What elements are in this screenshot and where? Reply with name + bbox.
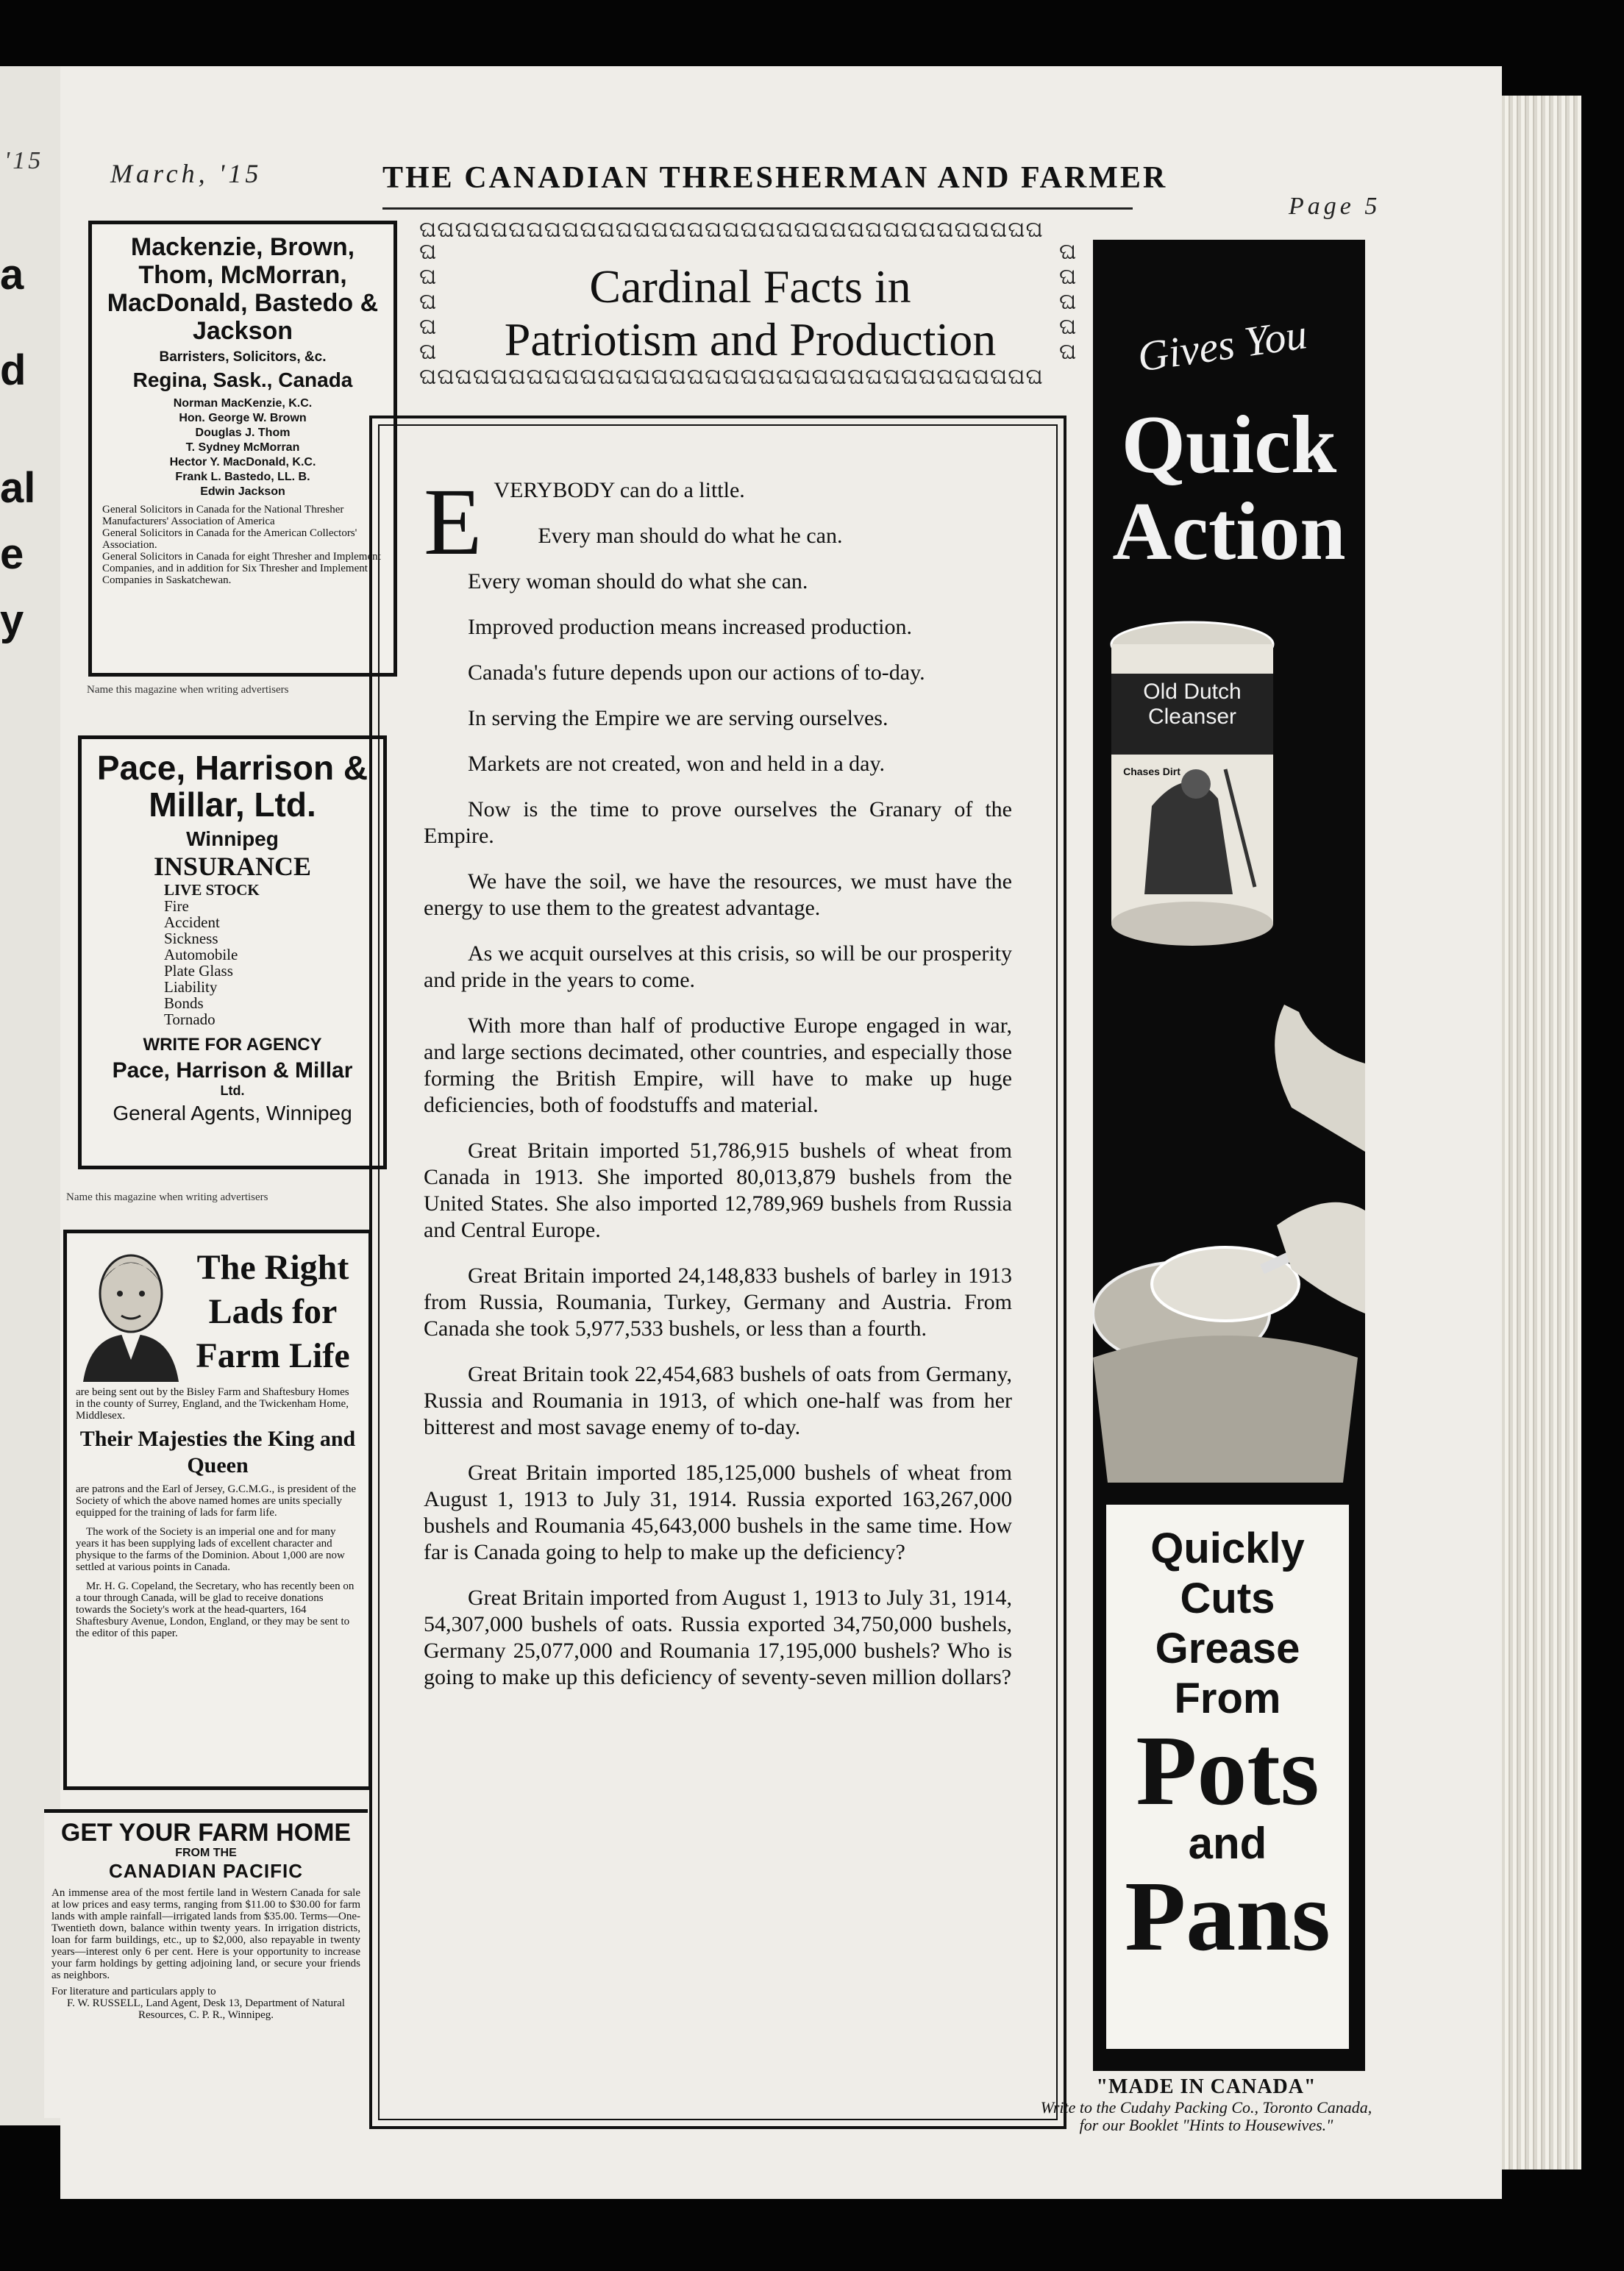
insurance-line: Sickness	[164, 930, 218, 947]
insurance-line: Automobile	[164, 946, 238, 963]
firm-name: Mackenzie, Brown, Thom, McMorran, MacDonald, Bastedo & Jackson	[107, 233, 379, 345]
article-paragraph: Every man should do what he can.	[538, 524, 843, 548]
issue-date: March, '15	[110, 159, 263, 188]
article-title-banner	[419, 218, 1081, 394]
article-paragraph: Great Britain imported from August 1, 1913 to July 31, 1914, 54,307,000 bushels of oats. Russia exported 34,750,000 bushels, Germany 25,077,000 and Roumania 17,195,000 bushels? Who is going to make up this deficiency of seventy-seven million dollars?	[424, 1586, 1012, 1689]
insurance-line: LIVE STOCK	[164, 881, 260, 899]
solicitor-note: General Solicitors in Canada for the American Collectors' Association.	[102, 527, 357, 551]
firm-location: Regina, Sask., Canada	[132, 368, 353, 391]
lads-intro: are being sent out by the Bisley Farm and Shaftesbury Homes in the county of Surrey, England, and the Twickenham Home, Middlesex.	[76, 1386, 349, 1422]
previous-page-mark: '15	[4, 147, 44, 174]
article-paragraph: Improved production means increased production.	[468, 615, 912, 639]
cleanser-can-icon	[1108, 615, 1277, 983]
solicitor-note: General Solicitors in Canada for eight Thresher and Implement Companies, and in addition for Six Thresher and Implement Companies in Saskatchewan.	[102, 551, 381, 586]
previous-page-fragment: e	[0, 530, 24, 578]
ad-quick-action: Quick Action	[1112, 399, 1346, 577]
firm-city: Winnipeg	[186, 827, 279, 850]
lads-secretary: Mr. H. G. Copeland, the Secretary, who has recently been on a tour through Canada, will be glad to receive donations towards the Society's work at the head-quarters, 164 Shaftesbury Avenue, London, England, or they may be sent to the editor of this paper.	[76, 1580, 355, 1639]
ornamental-border-left: ଘ ଘ ଘ ଘ ଘ	[419, 240, 437, 364]
ad-quickly-cuts-grease	[1106, 1505, 1349, 2049]
previous-page-fragment: a	[0, 251, 24, 299]
ornamental-border-right: ଘ ଘ ଘ ଘ ଘ	[1059, 240, 1077, 364]
cleanser-can-illustration	[1108, 615, 1277, 983]
insurance-line: Plate Glass	[164, 962, 233, 980]
masthead-rule	[382, 207, 1133, 210]
partner-name: Hon. George W. Brown	[179, 412, 307, 424]
name-this-magazine-note: Name this magazine when writing advertisers	[87, 684, 289, 696]
partner-name: Frank L. Bastedo, LL. B.	[175, 471, 310, 483]
article-body	[378, 424, 1058, 2120]
previous-page-fragment: y	[0, 596, 24, 644]
drop-cap: E	[424, 469, 482, 575]
cp-apply: For literature and particulars apply to	[51, 1986, 216, 1997]
partner-list	[102, 396, 383, 499]
firm-name: Pace, Harrison & Millar, Ltd.	[96, 749, 368, 824]
article-paragraph: Great Britain took 22,454,683 bushels of oats from Germany, Russia and Roumania in 1913, of which one-half was from her bitterest and most savage enemy of to-day.	[424, 1362, 1012, 1439]
article-paragraph: Canada's future depends upon our actions of to-day.	[468, 660, 925, 685]
article-title-line: Patriotism and Production	[504, 313, 997, 366]
ad-write-to: Write to the Cudahy Packing Co., Toronto Canada, for our Booklet "Hints to Housewives."	[1040, 2098, 1372, 2134]
ad-canadian-pacific-farm-home	[44, 1809, 368, 2118]
ad-footer	[1037, 2075, 1375, 2134]
partner-name: Douglas J. Thom	[195, 427, 291, 439]
partner-name: T. Sydney McMorran	[185, 441, 300, 454]
cp-railway: CANADIAN PACIFIC	[109, 1860, 303, 1882]
ornamental-border-bottom: ଘଘଘଘଘଘଘଘଘଘଘଘଘଘଘଘଘଘଘଘଘଘଘଘଘଘଘଘଘଘଘଘଘଘଘ	[419, 365, 1044, 389]
insurance-line: Accident	[164, 913, 220, 931]
article-paragraph: Every woman should do what she can.	[468, 569, 808, 593]
cp-agent: F. W. RUSSELL, Land Agent, Desk 13, Department of Natural Resources, C. P. R., Winnipeg.	[67, 1997, 345, 2021]
article-title	[449, 260, 1052, 366]
cp-body: An immense area of the most fertile land in Western Canada for sale at low prices and easy terms, ranging from $11.00 to $30.00 for farm lands with ample rainfall—irrigated lands from $35.00. Terms—One-Twentieth down, balance within twenty years. In irrigation districts, loan for farm buildings, etc., up to $2,000, also repayable in twenty years—interest only 6 per cent. Here is your opportunity to increase your farm holdings by getting adjoining land, or secure your friends as neighbors.	[51, 1887, 360, 1981]
article-title-line: Cardinal Facts in	[589, 260, 911, 313]
cp-from: FROM THE	[175, 1847, 237, 1859]
ad-mackenzie-brown	[88, 221, 397, 677]
insurance-line: Fire	[164, 897, 189, 915]
stacked-page-edges	[1502, 96, 1581, 2170]
lads-header	[76, 1242, 360, 1382]
insurance-line: Liability	[164, 978, 218, 996]
partner-name: Norman MacKenzie, K.C.	[173, 397, 313, 410]
article-paragraph: Now is the time to prove ourselves the Granary of the Empire.	[424, 797, 1012, 848]
ad-old-dutch-cleanser	[1093, 240, 1365, 2071]
hands-and-pans-illustration	[1093, 1005, 1365, 1505]
majesties-heading: Their Majesties the King and Queen	[79, 1427, 356, 1477]
insurance-line: Tornado	[164, 1010, 216, 1028]
ad-quickly-cuts-grease-text: Quickly Cuts Grease From	[1150, 1525, 1305, 1722]
agent-ltd: Ltd.	[220, 1083, 245, 1098]
ornamental-border-top: ଘଘଘଘଘଘଘଘଘଘଘଘଘଘଘଘଘଘଘଘଘଘଘଘଘଘଘଘଘଘଘଘଘଘଘ	[419, 218, 1044, 242]
insurance-heading: INSURANCE	[153, 852, 312, 881]
previous-page-fragment: al	[0, 464, 36, 512]
can-sub-label: Chases Dirt	[1123, 766, 1180, 777]
general-agents: General Agents, Winnipeg	[113, 1102, 352, 1124]
ad-right-lads-farm-life	[63, 1230, 372, 1790]
partner-name: Edwin Jackson	[200, 485, 285, 498]
masthead: THE CANADIAN THRESHERMAN AND FARMER	[382, 161, 1168, 195]
boy-portrait-icon	[76, 1242, 186, 1382]
ad-pots: Pots	[1136, 1716, 1320, 1826]
article-paragraph: We have the soil, we have the resources, we must have the energy to use them to the greatest advantage.	[424, 869, 1012, 920]
lads-society-work: The work of the Society is an imperial one and for many years it has been supplying lads of excellent character and physique to the farms of the Dominion. About 1,000 are now settled at various points in Canada.	[76, 1526, 345, 1573]
profession: Barristers, Solicitors, &c.	[159, 349, 327, 365]
cp-heading: GET YOUR FARM HOME	[60, 1819, 352, 1847]
article-paragraph: With more than half of productive Europe engaged in war, and large sections decimated, other countries, and especially those forming the British Empire, will have to make up huge deficiencies, both of foodstuffs and material.	[424, 1013, 1012, 1117]
name-this-magazine-note: Name this magazine when writing advertisers	[66, 1191, 268, 1203]
page-number: Page 5	[1289, 193, 1381, 220]
article-paragraph: As we acquit ourselves at this crisis, so will be our prosperity and pride in the years to come.	[424, 941, 1012, 992]
ad-pace-harrison-millar	[78, 735, 387, 1169]
article-first-line: VERYBODY can do a little.	[494, 478, 745, 502]
write-for-agency: WRITE FOR AGENCY	[143, 1035, 322, 1055]
partner-name: Hector Y. MacDonald, K.C.	[169, 456, 316, 468]
solicitor-note: General Solicitors in Canada for the National Thresher Manufacturers' Association of America	[102, 504, 344, 527]
article-paragraph: Great Britain imported 185,125,000 bushels of wheat from August 1, 1913 to July 31, 1914. Russia exported 163,267,000 bushels and Roumania 45,643,000 bushels in the same time. How far is Canada going to help to make up the deficiency?	[424, 1461, 1012, 1564]
insurance-line: Bonds	[164, 994, 204, 1012]
lads-patrons: are patrons and the Earl of Jersey, G.C.M.G., is president of the Society of which the above named homes are units specially equipped for the training of lads for farm life.	[76, 1483, 357, 1519]
article-paragraph: Markets are not created, won and held in a day.	[468, 752, 885, 776]
ad-pans: Pans	[1125, 1861, 1331, 1972]
article-paragraph: Great Britain imported 24,148,833 bushels of barley in 1913 from Russia, Roumania, Turkey, Germany and Austria. From Canada she took 5,977,533 bushels, or less than a fourth.	[424, 1263, 1012, 1341]
agent-name: Pace, Harrison & Millar	[112, 1058, 353, 1083]
lads-heading: The Right Lads for Farm Life	[196, 1248, 350, 1375]
insurance-lines	[164, 882, 373, 1027]
ad-and: and	[1188, 1819, 1267, 1868]
article-paragraph: In serving the Empire we are serving ourselves.	[468, 706, 888, 730]
article-paragraph: Great Britain imported 51,786,915 bushels of wheat from Canada in 1913. She imported 80,013,879 bushels from the United States. She also imported 12,789,969 bushels from Russia and Central Europe.	[424, 1138, 1012, 1242]
made-in-canada: "MADE IN CANADA"	[1096, 2075, 1317, 2098]
can-label: Old Dutch Cleanser	[1143, 680, 1242, 729]
previous-page-fragment: d	[0, 346, 26, 394]
article-frame	[369, 416, 1066, 2129]
ad-gives-you: Gives You	[1134, 310, 1310, 381]
